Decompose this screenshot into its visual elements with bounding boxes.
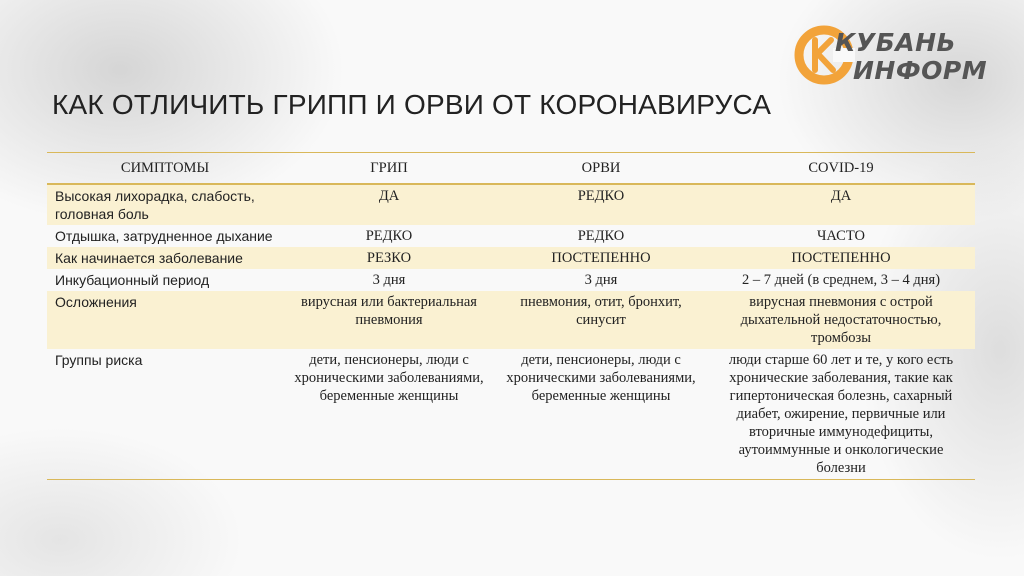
header-flu: ГРИП [283,153,495,185]
flu-cell: 3 дня [372,272,406,288]
page-title: КАК ОТЛИЧИТЬ ГРИПП И ОРВИ ОТ КОРОНАВИРУСА [52,89,772,120]
table-row [47,225,975,247]
arvi-cell: ПОСТЕПЕННО [495,247,707,269]
covid-cell: ЧАСТО [817,228,865,244]
arvi-cell: РЕДКО [577,228,625,244]
logo-line-1: КУБАНЬ [835,28,957,57]
flu-cell: ДА [283,184,495,225]
symptom-cell: Осложнения [47,291,283,349]
table-row [47,291,975,349]
table-row [47,247,975,269]
flu-cell: РЕЗКО [283,247,495,269]
table-row [47,349,975,480]
arvi-cell: пневмония, отит, бронхит, синусит [495,291,707,349]
covid-cell: люди старше 60 лет и те, у кого есть хронические заболевания, такие как гипертоническая болезнь, сахарный диабет, ожирение, первичные или вторичные иммунодефициты, аутоиммунные и онкологические болезни [707,349,975,480]
arvi-cell: РЕДКО [495,184,707,225]
symptom-cell: Группы риска [47,349,283,480]
symptom-cell: Как начинается заболевание [47,247,283,269]
symptom-cell: Высокая лихорадка, слабость, головная боль [47,184,283,225]
header-arvi: ОРВИ [495,153,707,185]
comparison-table [47,152,975,480]
header-covid: COVID-19 [707,153,975,185]
arvi-cell: дети, пенсионеры, люди с хроническими заболеваниями, беременные женщины [495,349,707,480]
table-header-row [47,153,975,185]
covid-cell: ДА [707,184,975,225]
symptom-cell: Инкубационный период [55,272,210,288]
logo-line-2: ИНФОРМ [853,56,988,85]
header-symptoms: СИМПТОМЫ [47,153,283,185]
table-row [47,269,975,291]
flu-cell: РЕДКО [365,228,413,244]
table-row [47,184,975,225]
symptom-cell: Отдышка, затрудненное дыхание [55,228,273,244]
logo [793,24,988,85]
arvi-cell: 3 дня [584,272,618,288]
flu-cell: дети, пенсионеры, люди с хроническими заболеваниями, беременные женщины [283,349,495,480]
flu-cell: вирусная или бактериальная пневмония [283,291,495,349]
covid-cell: ПОСТЕПЕННО [707,247,975,269]
covid-cell: 2 – 7 дней (в среднем, 3 – 4 дня) [741,272,941,288]
covid-cell: вирусная пневмония с острой дыхательной недостаточностью, тромбозы [707,291,975,349]
